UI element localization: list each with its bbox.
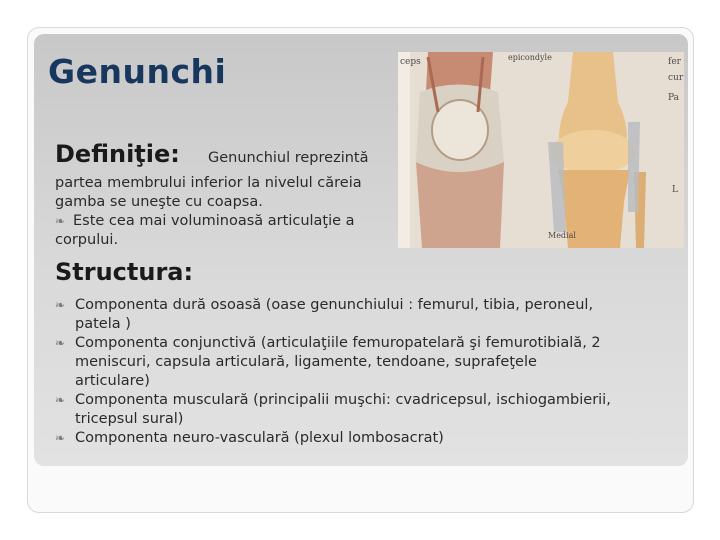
- image-label: fer: [668, 57, 681, 67]
- leaf-bullet-icon: ❧: [55, 431, 66, 445]
- knee-anatomy-image: [398, 52, 684, 248]
- definition-text: corpului.: [55, 232, 119, 248]
- list-item-text: Componenta neuro-vasculară (plexul lombosacrat): [75, 430, 444, 446]
- image-label: epicondyle: [508, 53, 552, 62]
- list-item-text: Componenta conjunctivă (articulaţiile femuropatelară şi femurotibială, 2: [75, 335, 601, 351]
- list-item-text: Componenta musculară (principalii muşchi: cvadricepsul, ischiogambierii,: [75, 392, 611, 408]
- list-item-text: patela ): [75, 316, 131, 332]
- list-item: [55, 334, 685, 391]
- definition-text: gamba se uneşte cu coapsa.: [55, 194, 263, 210]
- list-item-text: Componenta dură osoasă (oase genunchiului : femurul, tibia, peroneul,: [75, 297, 594, 313]
- image-label: Pa: [668, 93, 680, 103]
- image-label: L: [672, 185, 678, 195]
- list-item-text: meniscuri, capsula articulară, ligamente, tendoane, suprafeţele: [75, 354, 537, 370]
- leaf-bullet-icon: ❧: [55, 336, 66, 350]
- structure-list: [55, 296, 685, 448]
- image-label: cur: [668, 73, 684, 83]
- structure-heading: Structura:: [55, 258, 194, 286]
- leaf-bullet-icon: ❧: [55, 214, 66, 228]
- list-item: [55, 429, 685, 448]
- list-item: [55, 391, 685, 429]
- definition-text: Genunchiul reprezintă: [208, 150, 369, 166]
- definition-heading: Definiţie:: [55, 140, 180, 168]
- list-item-text: articulare): [75, 373, 150, 389]
- definition-body: [55, 174, 405, 250]
- slide-title: Genunchi: [48, 52, 227, 91]
- list-item: [55, 296, 685, 334]
- definition-text: partea membrului inferior la nivelul căreia: [55, 175, 362, 191]
- leaf-bullet-icon: ❧: [55, 298, 66, 312]
- definition-text: Este cea mai voluminoasă articulaţie a: [73, 213, 355, 229]
- image-label: Medial: [548, 231, 576, 240]
- list-item-text: tricepsul sural): [75, 411, 184, 427]
- image-label: ceps: [400, 57, 421, 67]
- leaf-bullet-icon: ❧: [55, 393, 66, 407]
